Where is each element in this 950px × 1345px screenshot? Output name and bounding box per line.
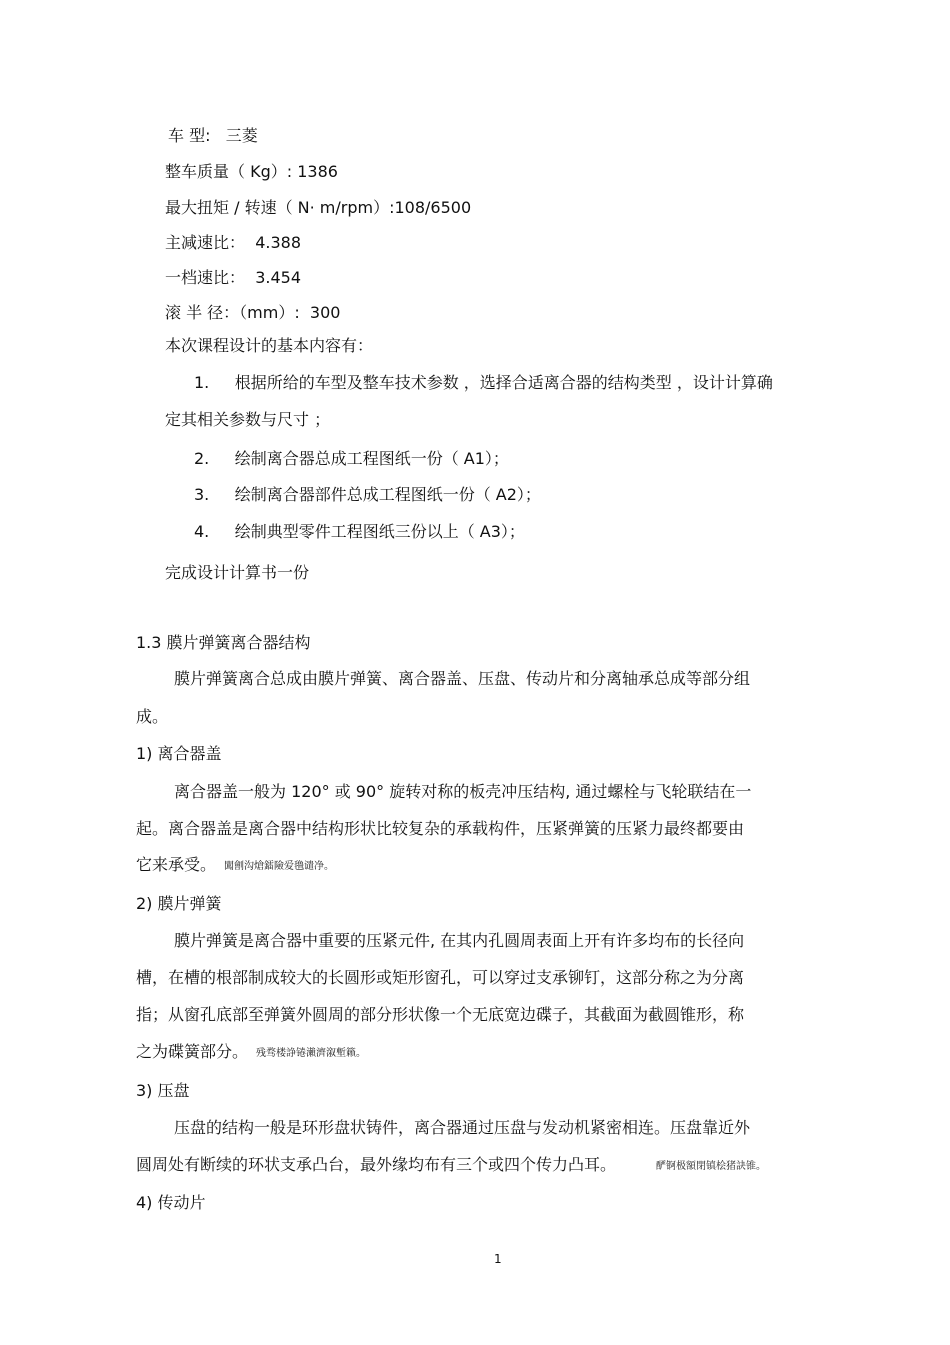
section-title: 1.3 膜片弹簧离合器结构 [136, 633, 311, 652]
task-item-1: 1. 根据所给的车型及整车技术参数 ，选择合适离合器的结构类型 ，设计计算确 [194, 373, 773, 392]
spec-vehicle-mass: 整车质量（ Kg）: 1386 [165, 162, 338, 181]
finish-text: 完成设计计算书一份 [165, 563, 310, 582]
section-intro-line-2: 成。 [136, 707, 169, 726]
paragraph-line: 圆周处有断续的环状支承凸台，最外缘均布有三个或四个传力凸耳。 酽锕极額閉镇桧猪訣锥。 [136, 1155, 767, 1174]
paragraph-line: 压盘的结构一般是环形盘状铸件，离合器通过压盘与发动机紧密相连。压盘靠近外 [174, 1118, 751, 1137]
subsection-pressure-plate-heading: 3) 压盘 [136, 1081, 190, 1100]
spec-rolling-radius: 滚 半 径：（mm）: 300 [165, 303, 341, 322]
paragraph-line: 槽，在槽的根部制成较大的长圆形或矩形窗孔，可以穿过支承铆钉，这部分称之为分离 [136, 968, 745, 987]
section-intro-line-1: 膜片弹簧离合总成由膜片弹簧、离合器盖、压盘、传动片和分离轴承总成等部分组 [174, 669, 751, 688]
garbled-note: 残骛楼諍锩瀨濟溆塹籟。 [256, 1048, 367, 1059]
spec-vehicle-type: 车 型: 三菱 [168, 126, 258, 145]
subsection-diaphragm-spring-heading: 2) 膜片弹簧 [136, 894, 222, 913]
spec-final-drive-ratio: 主减速比： 4.388 [165, 233, 301, 252]
paragraph-line: 起。离合器盖是离合器中结构形状比较复杂的承载构件，压紧弹簧的压紧力最终都要由 [136, 819, 745, 838]
task-item-3: 3. 绘制离合器部件总成工程图纸一份（ A2）； [194, 485, 541, 504]
task-item-4: 4. 绘制典型零件工程图纸三份以上（ A3）； [194, 522, 525, 541]
paragraph-line: 离合器盖一般为 120° 或 90° 旋转对称的板壳冲压结构, 通过螺栓与飞轮联结在一 [174, 782, 752, 801]
paragraph-line: 膜片弹簧是离合器中重要的压紧元件, 在其内孔圆周表面上开有许多均布的长径向 [174, 931, 745, 950]
paragraph-line: 指；从窗孔底部至弹簧外圆周的部分形状像一个无底宽边碟子，其截面为截圆锥形，称 [136, 1005, 745, 1024]
garbled-note: 闖劊沟熗鐳險爱氇谴净。 [224, 861, 335, 872]
paragraph-line: 它来承受。 闖劊沟熗鐳險爱氇谴净。 [136, 855, 335, 874]
intro-text: 本次课程设计的基本内容有： [165, 336, 374, 355]
task-item-1-continued: 定其相关参数与尺寸 ； [165, 410, 331, 429]
subsection-drive-strap-heading: 4) 传动片 [136, 1193, 206, 1212]
paragraph-line: 之为碟簧部分。 残骛楼諍锩瀨濟溆塹籟。 [136, 1042, 367, 1061]
spec-max-torque: 最大扭矩 / 转速（ N· m/rpm）:108/6500 [165, 198, 472, 217]
task-item-2: 2. 绘制离合器总成工程图纸一份（ A1）； [194, 449, 509, 468]
spec-first-gear-ratio: 一档速比： 3.454 [165, 268, 301, 287]
page-number: 1 [494, 1252, 502, 1266]
subsection-clutch-cover-heading: 1) 离合器盖 [136, 744, 222, 763]
garbled-note: 酽锕极額閉镇桧猪訣锥。 [656, 1161, 767, 1172]
